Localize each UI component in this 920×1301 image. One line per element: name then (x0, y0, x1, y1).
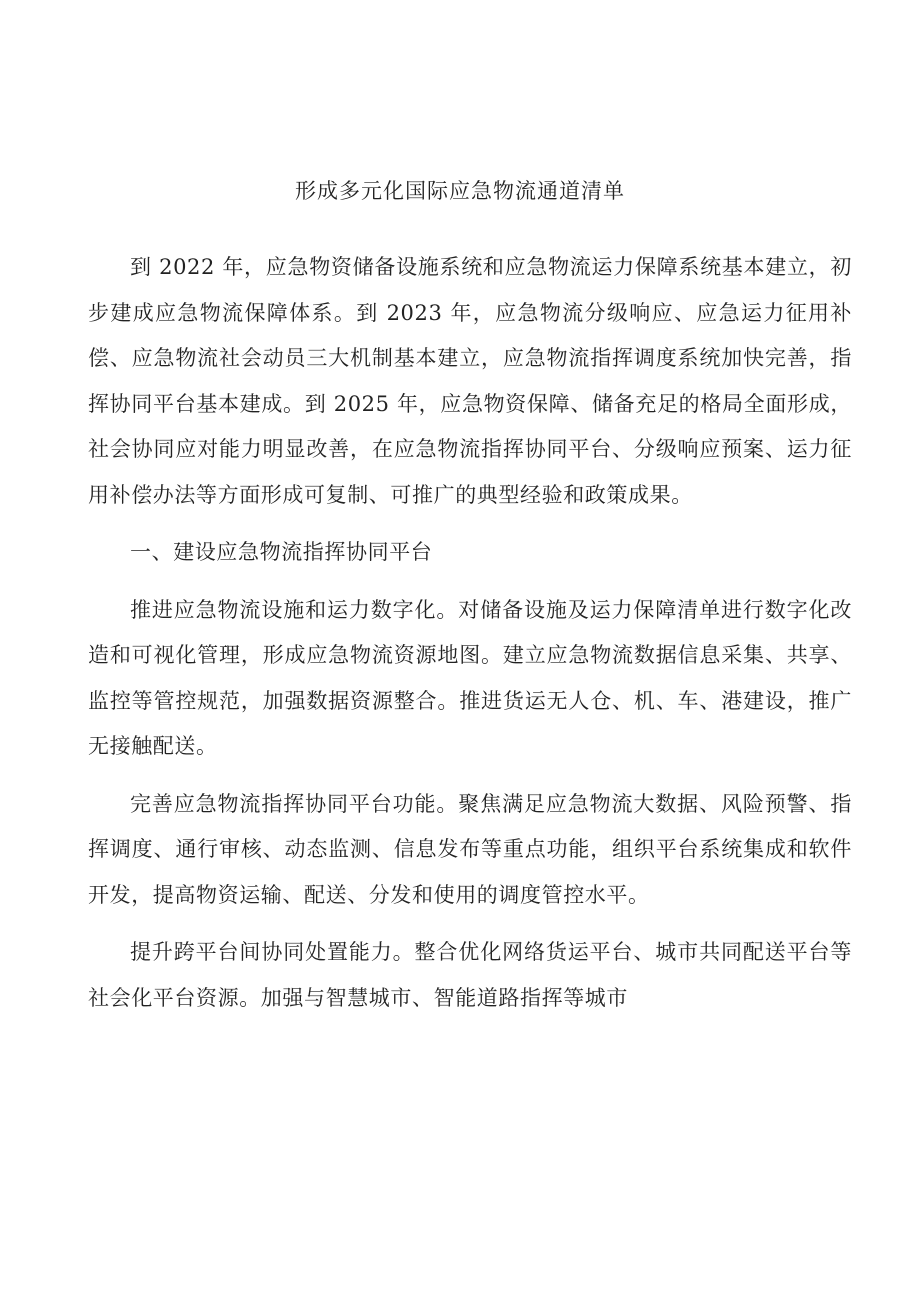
section-heading: 一、建设应急物流指挥协同平台 (130, 540, 433, 564)
document-body (88, 245, 852, 1033)
document-title: 形成多元化国际应急物流通道清单 (295, 179, 625, 203)
section-paragraph: 完善应急物流指挥协同平台功能。聚焦满足应急物流大数据、风险预警、指挥调度、通行审核、动态监测、信息发布等重点功能，组织平台系统集成和软件开发，提高物资运输、配送、分发和使用的调度管控水平。 (88, 791, 852, 907)
section-paragraph: 推进应急物流设施和运力数字化。对储备设施及运力保障清单进行数字化改造和可视化管理，形成应急物流资源地图。建立应急物流数据信息采集、共享、监控等管控规范，加强数据资源整合。推进货运无人仓、机、车、港建设，推广无接触配送。 (88, 597, 852, 758)
intro-paragraph: 到 2022 年，应急物资储备设施系统和应急物流运力保障系统基本建立，初步建成应急物流保障体系。到 2023 年，应急物流分级响应、应急运力征用补偿、应急物流社会动员三大机制基本建立，应急物流指挥调度系统加快完善，指挥协同平台基本建成。到 2025 年，应急物资保障、储备充足的格局全面形成，社会协同应对能力明显改善，在应急物流指挥协同平台、分级响应预案、运力征用补偿办法等方面形成可复制、可推广的典型经验和政策成果。 (88, 255, 852, 507)
section-paragraph: 提升跨平台间协同处置能力。整合优化网络货运平台、城市共同配送平台等社会化平台资源。加强与智慧城市、智能道路指挥等城市 (88, 940, 852, 1010)
